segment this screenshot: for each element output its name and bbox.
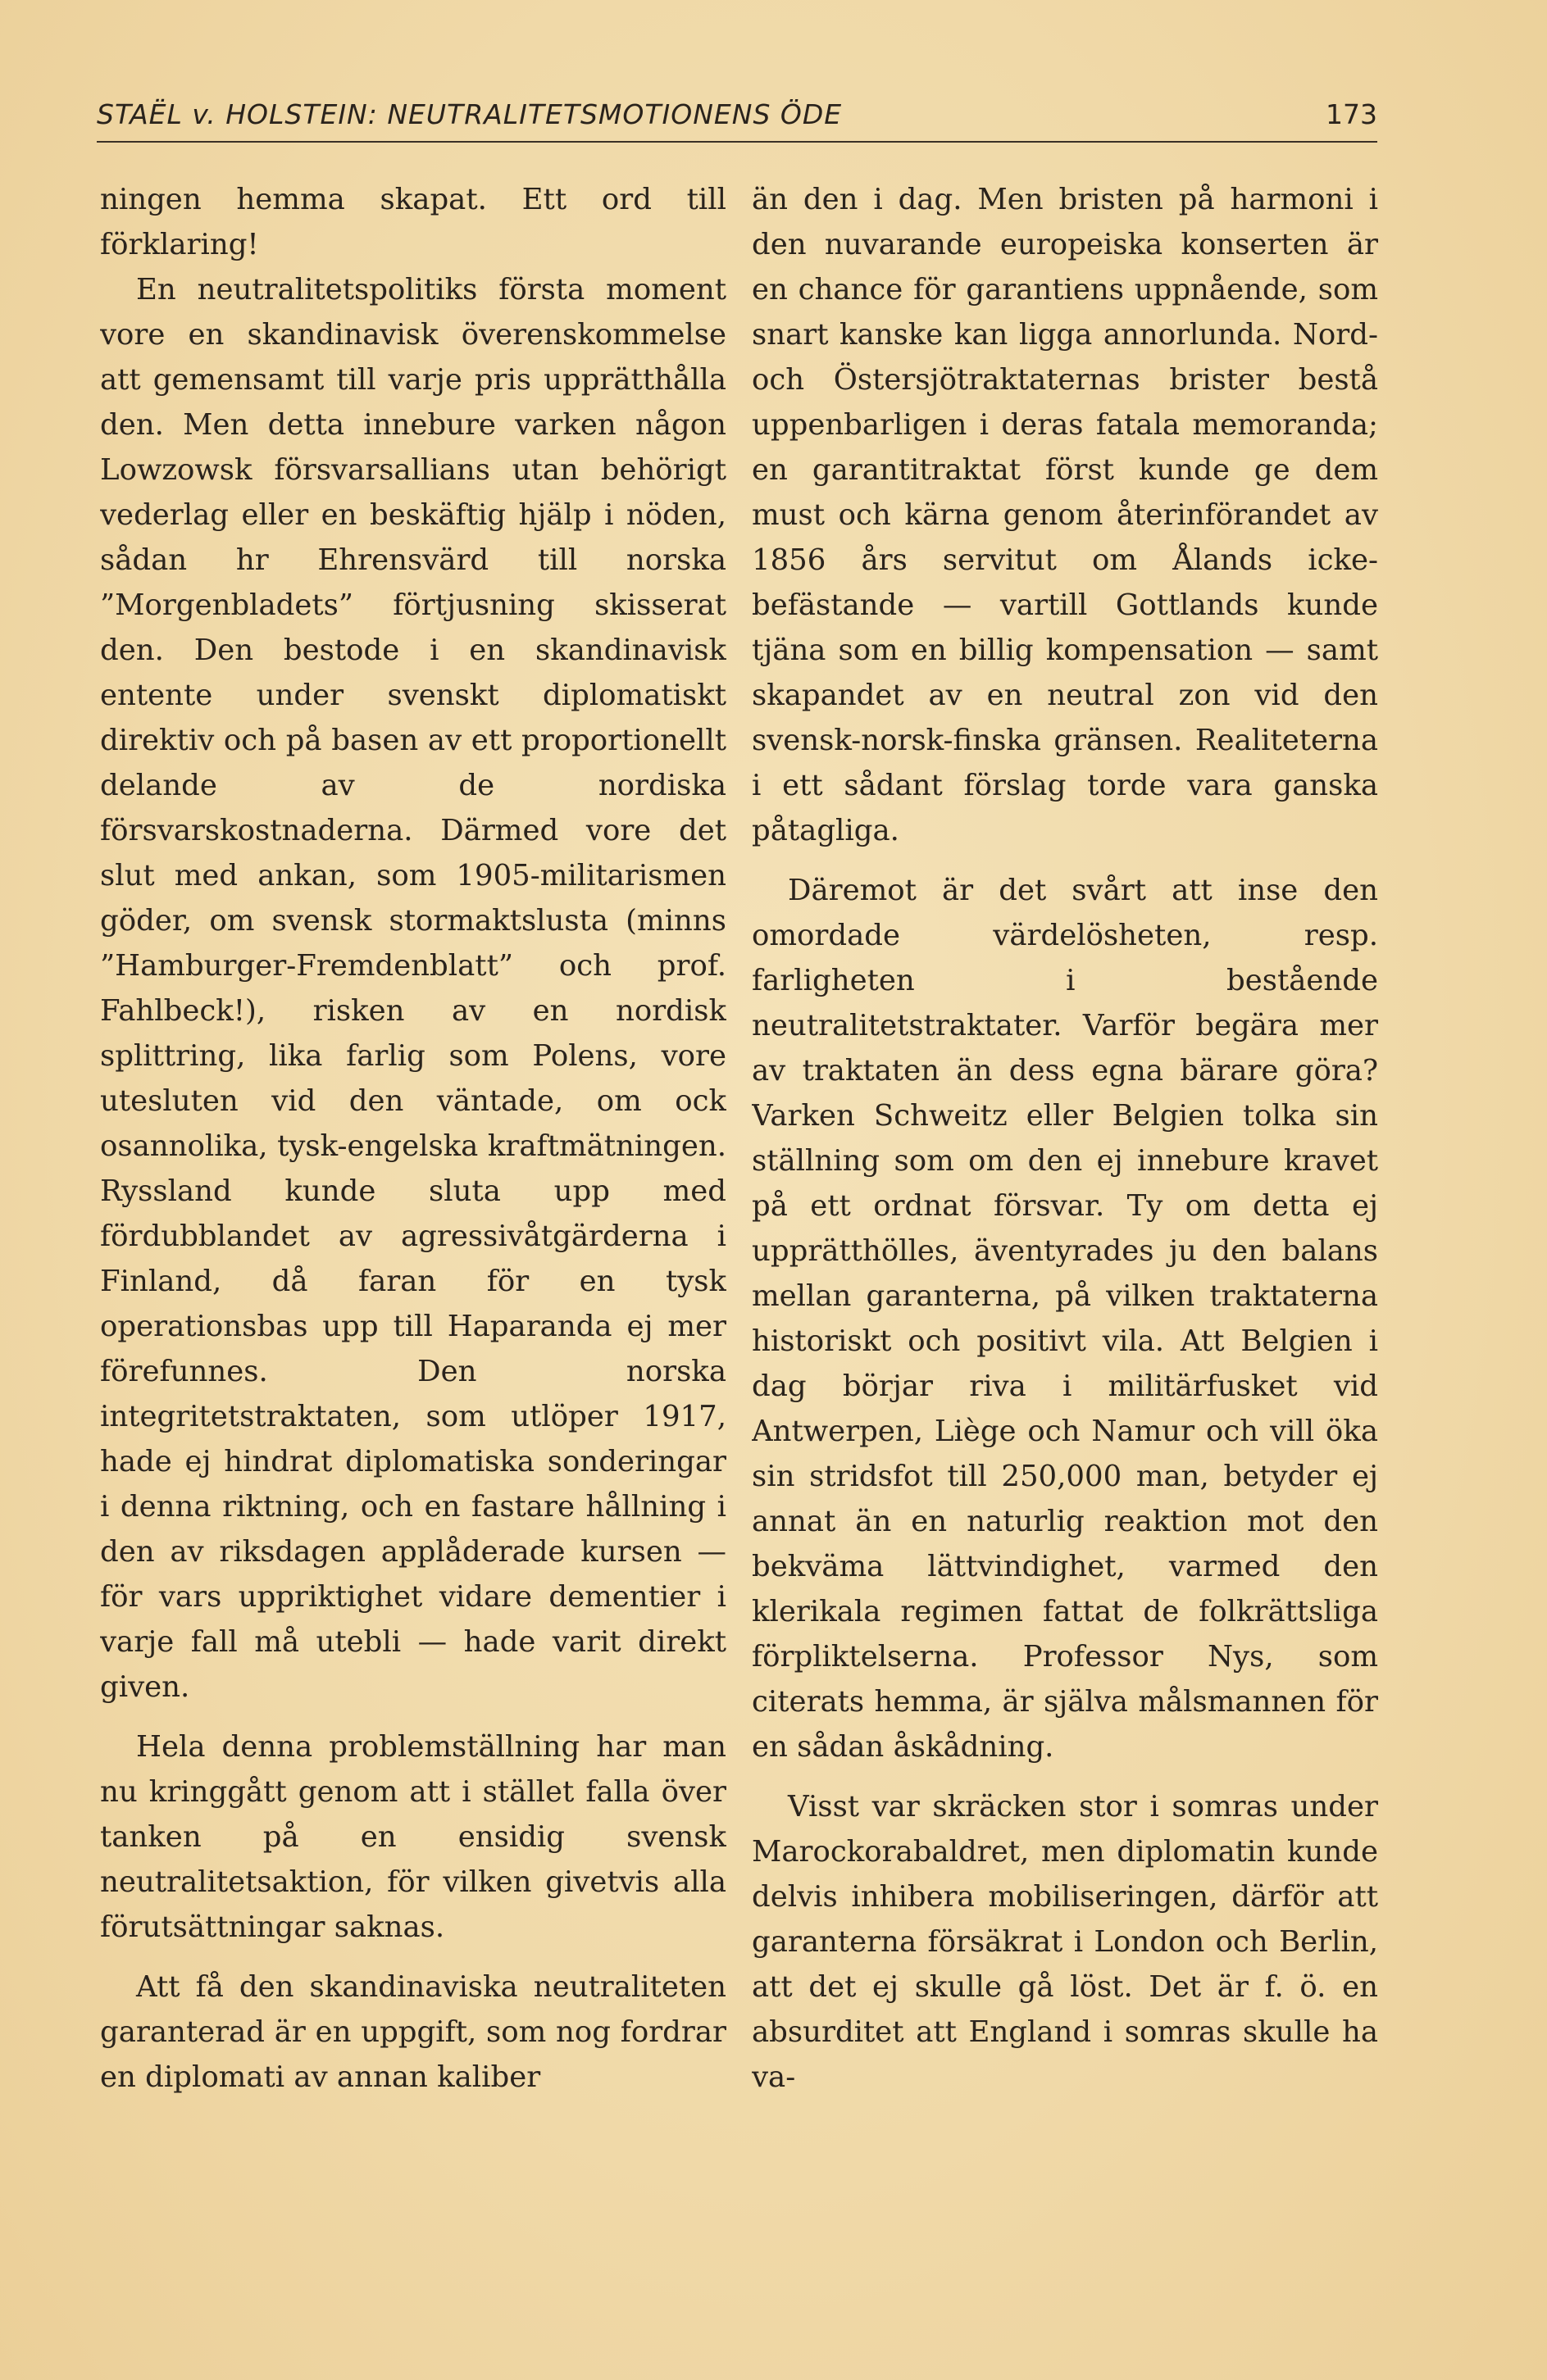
paragraph: En neutralitetspolitiks första moment vore en skandinavisk överenskommelse att gemensamt till varje pris upprätthålla den. Men detta innebure varken någon Lowzowsk försvarsallians utan behörigt vederlag eller en beskäftig hjälp i nöden, sådan hr Ehrensvärd till norska ”Morgenbladets” förtjusning skisserat den. Den bestode i en skandinavisk entente under svenskt diplomatiskt direktiv och på basen av ett proportionellt delande av de nordiska försvarskostnaderna. Därmed vore det slut med ankan, som 1905-militarismen göder, om svensk stormaktslusta (minns ”Hamburger-Fremdenblatt” och prof. Fahlbeck!), risken av en nordisk splittring, lika farlig som Polens, vore utesluten vid den väntade, om ock osannolika, tysk-engelska kraftmätningen. Ryssland kunde sluta upp med fördubblandet av agressivåtgärderna i Finland, då faran för en tysk operationsbas upp till Haparanda ej mer förefunnes. Den norska integritetstraktaten, som utlöper 1917, hade ej hindrat diplomatiska sonderingar i denna riktning, och en fastare hållning i den av riksdagen applåderade kursen — för vars uppriktighet vidare dementier i varje fall må utebli — hade varit direkt given. (100, 273, 726, 1704)
left-column (100, 177, 726, 2267)
paragraph: Visst var skräcken stor i somras under Marockorabaldret, men diplomatin kunde delvis inhibera mobiliseringen, därför att garanterna försäkrat i London och Berlin, att det ej skulle gå löst. Det är f. ö. en absurditet att England i somras skulle ha va- (752, 1790, 1378, 2094)
paragraph: Att få den skandinaviska neutraliteten garanterad är en uppgift, som nog fordrar en diplomati av annan kaliber (100, 1970, 726, 2094)
paragraph: ningen hemma skapat. Ett ord till förklaring! (100, 183, 726, 261)
paragraph: Hela denna problemställning har man nu kringgått genom att i stället falla över tanken på en ensidig svensk neutralitetsaktion, för vilken givetvis alla förutsättningar saknas. (100, 1730, 726, 1944)
right-column (752, 177, 1378, 2267)
paragraph: Däremot är det svårt att inse den omordade värdelösheten, resp. farligheten i bestående neutralitetstraktater. Varför begära mer av traktaten än dess egna bärare göra? Varken Schweitz eller Belgien tolka sin ställning som om den ej innebure kravet på ett ordnat försvar. Ty om detta ej upprätthölles, äventyrades ju den balans mellan garanterna, på vilken traktaterna historiskt och positivt vila. Att Belgien i dag börjar riva i militärfusket vid Antwerpen, Liège och Namur och vill öka sin stridsfot till 250,000 man, betyder ej annat än en naturlig reaktion mot den bekväma lättvindighet, varmed den klerikala regimen fattat de folkrättsliga förpliktelserna. Professor Nys, som citerats hemma, är själva målsmannen för en sådan åskådning. (752, 874, 1378, 1764)
page-number: 173 (1326, 98, 1377, 130)
paragraph: än den i dag. Men bristen på harmoni i den nuvarande europeiska konserten är en chance för garantiens uppnående, som snart kanske kan ligga annorlunda. Nord- och Östersjötraktaternas brister bestå uppenbarligen i deras fatala memoranda; en garantitraktat först kunde ge dem must och kärna genom återinförandet av 1856 års servitut om Ålands icke-befästande — vartill Gottlands kunde tjäna som en billig kompensation — samt skapandet av en neutral zon vid den svensk-norsk-finska gränsen. Realiteterna i ett sådant förslag torde vara ganska påtagliga. (752, 183, 1378, 847)
page-header (97, 92, 1377, 143)
running-head: STAËL v. HOLSTEIN: NEUTRALITETSMOTIONENS ÖDE (97, 98, 843, 130)
